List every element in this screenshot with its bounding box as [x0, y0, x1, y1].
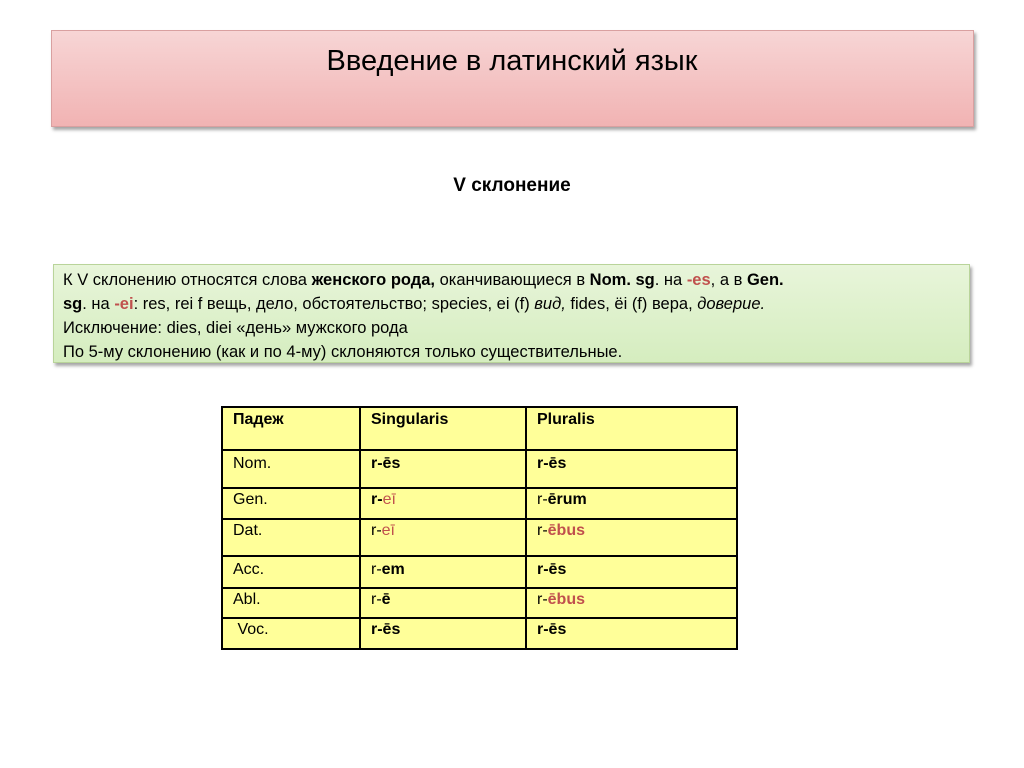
table-row: [222, 519, 737, 556]
case-cell: Voc.: [222, 618, 360, 649]
table-row: [222, 488, 737, 519]
info-box: [53, 264, 970, 363]
table-row: [222, 588, 737, 618]
singular-cell: [360, 556, 526, 588]
header-case: Падеж: [222, 407, 360, 450]
table-row: [222, 556, 737, 588]
form-ending: eī: [382, 491, 396, 508]
form-ending: ēbus: [547, 591, 585, 608]
singular-cell: [360, 618, 526, 649]
info-bold: sg: [63, 295, 83, 313]
slide-title: Введение в латинский язык: [326, 45, 698, 77]
form-ending: ē: [381, 591, 391, 608]
plural-cell: [526, 618, 737, 649]
table-header-row: [222, 407, 737, 450]
case-cell: Acc.: [222, 556, 360, 588]
header-pluralis: Pluralis: [526, 407, 737, 450]
header-singularis: Singularis: [360, 407, 526, 450]
form-ending: ēbus: [547, 522, 585, 539]
info-text: оканчивающиеся в: [435, 271, 590, 289]
form-stem: r-: [537, 522, 548, 539]
form-stem: r-: [371, 561, 382, 578]
case-cell: Nom.: [222, 450, 360, 488]
info-italic: доверие.: [697, 295, 766, 313]
info-text: , а в: [710, 271, 747, 289]
info-line-4: По 5-му склонению (как и по 4-му) склоняются только существительные.: [63, 343, 623, 361]
table-row: [222, 450, 737, 488]
info-line-2: [63, 292, 960, 316]
info-ending: -es: [686, 271, 711, 289]
info-line-3: Исключение: dies, diei «день» мужского рода: [63, 319, 408, 337]
plural-cell: [526, 488, 737, 519]
plural-cell: [526, 519, 737, 556]
form-stem: r-: [371, 491, 383, 508]
form-stem: r-: [537, 491, 548, 508]
info-text: . на: [654, 271, 687, 289]
info-bold: Gen.: [746, 271, 784, 289]
form-bold: r-ēs: [371, 455, 401, 472]
case-cell: Dat.: [222, 519, 360, 556]
case-cell: Gen.: [222, 488, 360, 519]
info-line-1: [63, 268, 960, 292]
form-bold: r-ēs: [537, 621, 567, 638]
singular-cell: [360, 588, 526, 618]
form-stem: r-: [537, 591, 548, 608]
form-ending: em: [381, 561, 405, 578]
form-bold: r-ēs: [537, 455, 567, 472]
info-bold: женского рода,: [311, 271, 435, 289]
form-stem: r-: [371, 591, 382, 608]
plural-cell: [526, 588, 737, 618]
plural-cell: [526, 556, 737, 588]
form-bold: r-ēs: [371, 621, 401, 638]
slide-subtitle: V склонение: [453, 175, 571, 196]
case-cell: Abl.: [222, 588, 360, 618]
info-bold: Nom. sg: [589, 271, 655, 289]
info-ending: -ei: [114, 295, 134, 313]
info-text: . на: [82, 295, 115, 313]
plural-cell: [526, 450, 737, 488]
form-bold: r-ēs: [537, 561, 567, 578]
form-ending: eī: [381, 522, 395, 539]
singular-cell: [360, 488, 526, 519]
info-text: К V склонению относятся слова: [63, 271, 312, 289]
form-ending: ērum: [547, 491, 587, 508]
info-text: fides, ёi (f) вера,: [565, 295, 698, 313]
info-text: : res, rei f вещь, дело, обстоятельство; species, ei (f): [133, 295, 535, 313]
singular-cell: [360, 519, 526, 556]
info-italic: вид,: [534, 295, 566, 313]
form-stem: r-: [371, 522, 382, 539]
table-row: [222, 618, 737, 649]
singular-cell: [360, 450, 526, 488]
declension-table: [221, 406, 738, 650]
